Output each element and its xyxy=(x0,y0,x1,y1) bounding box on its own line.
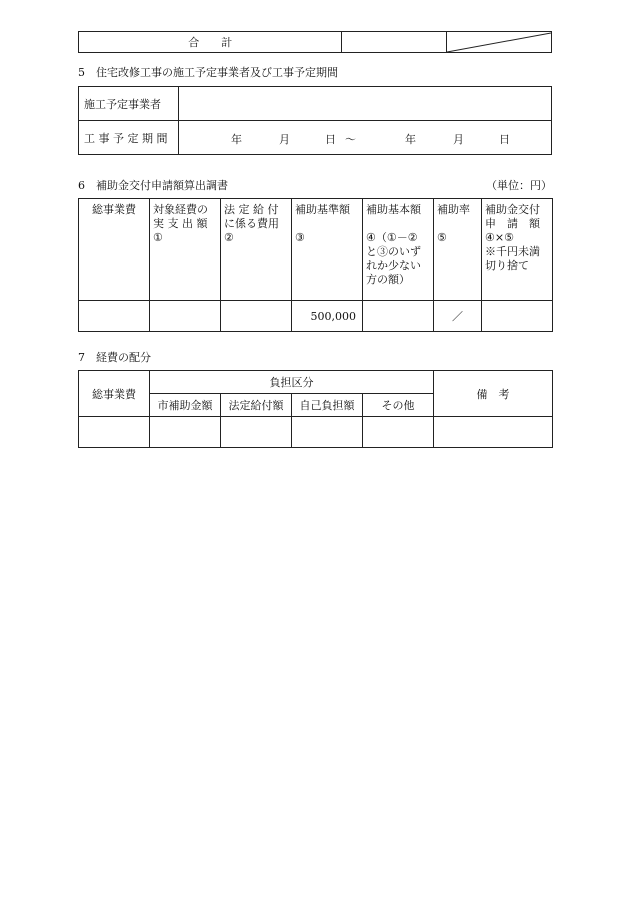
diagonal-slash xyxy=(447,32,551,53)
allocation-cell xyxy=(221,417,292,448)
burden-self: 自己負担額 xyxy=(292,394,363,417)
header-basic-amount: 補助基本額 ④（①－② と③のいず れか少ない 方の額） xyxy=(363,199,434,301)
contractor-label: 施工予定事業者 xyxy=(79,87,179,121)
value-application-amount xyxy=(482,301,553,332)
header-total-cost: 総事業費 xyxy=(79,199,150,301)
total-slash-cell xyxy=(447,32,552,53)
allocation-cell xyxy=(150,417,221,448)
period-year-start: 年 xyxy=(231,133,242,146)
burden-label: 負担区分 xyxy=(150,371,434,394)
section5-title: 5 住宅改修工事の施工予定事業者及び工事予定期間 xyxy=(78,66,338,79)
period-month-end: 月 xyxy=(453,133,464,146)
period-tilde: ～ xyxy=(345,133,356,146)
burden-city-subsidy: 市補助金額 xyxy=(150,394,221,417)
total-value-cell xyxy=(342,32,447,53)
period-year-end: 年 xyxy=(405,133,416,146)
section7-title: 7 経費の配分 xyxy=(78,351,151,364)
value-statutory-benefit xyxy=(221,301,292,332)
header-subsidy-rate: 補助率 ⑤ xyxy=(434,199,482,301)
value-standard-amount: 500,000 xyxy=(292,301,363,332)
period-value xyxy=(179,121,552,155)
remarks-label: 備 考 xyxy=(434,371,553,417)
section7-table xyxy=(78,370,553,448)
contractor-value xyxy=(179,87,552,121)
value-basic-amount xyxy=(363,301,434,332)
allocation-cell xyxy=(79,417,150,448)
section6-title: 6 補助金交付申請額算出調書 xyxy=(78,179,228,192)
allocation-cell xyxy=(292,417,363,448)
header-actual-expense: 対象経費の 実 支 出 額 ① xyxy=(150,199,221,301)
burden-statutory: 法定給付額 xyxy=(221,394,292,417)
header-statutory-benefit: 法 定 給 付 に係る費用 ② xyxy=(221,199,292,301)
allocation-total-label: 総事業費 xyxy=(79,371,150,417)
header-application-amount: 補助金交付 申 請 額 ④×⑤ ※千円未満 切り捨て xyxy=(482,199,553,301)
period-month-start: 月 xyxy=(279,133,290,146)
period-label: 工 事 予 定 期 間 xyxy=(79,121,179,155)
total-table xyxy=(78,31,552,53)
allocation-cell xyxy=(363,417,434,448)
allocation-cell xyxy=(434,417,553,448)
header-standard-amount: 補助基準額 ③ xyxy=(292,199,363,301)
burden-other: その他 xyxy=(363,394,434,417)
value-subsidy-rate: ／ xyxy=(434,301,482,332)
value-actual-expense xyxy=(150,301,221,332)
value-total-cost xyxy=(79,301,150,332)
period-day-end: 日 xyxy=(499,133,510,146)
section6-unit: （単位：円） xyxy=(486,179,552,192)
section5-table xyxy=(78,86,552,155)
total-label: 合 計 xyxy=(79,32,342,53)
period-day-start: 日 xyxy=(325,133,336,146)
section6-table xyxy=(78,198,553,332)
